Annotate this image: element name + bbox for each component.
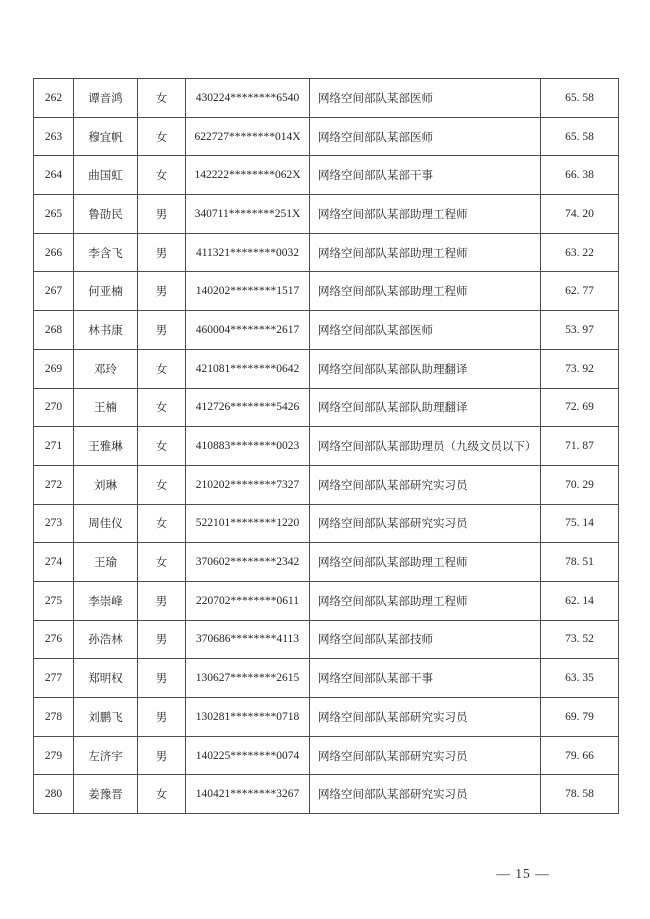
cell-position: 网络空间部队某部研究实习员 xyxy=(310,698,541,737)
cell-name: 何亚楠 xyxy=(74,272,138,311)
cell-position: 网络空间部队某部队助理翻译 xyxy=(310,349,541,388)
cell-score: 75. 14 xyxy=(541,504,619,543)
table-row xyxy=(34,620,619,659)
cell-position: 网络空间部队某部研究实习员 xyxy=(310,775,541,814)
cell-id-number: 421081********0642 xyxy=(186,349,310,388)
cell-id-number: 142222********062X xyxy=(186,156,310,195)
cell-score: 73. 52 xyxy=(541,620,619,659)
cell-row-number: 272 xyxy=(34,465,74,504)
cell-gender: 男 xyxy=(138,659,186,698)
cell-row-number: 276 xyxy=(34,620,74,659)
cell-score: 66. 38 xyxy=(541,156,619,195)
table-row xyxy=(34,79,619,118)
table-row xyxy=(34,388,619,427)
cell-row-number: 274 xyxy=(34,543,74,582)
table-row xyxy=(34,156,619,195)
cell-row-number: 263 xyxy=(34,117,74,156)
cell-name: 曲国虹 xyxy=(74,156,138,195)
cell-name: 王雅琳 xyxy=(74,427,138,466)
table-row xyxy=(34,543,619,582)
cell-id-number: 210202********7327 xyxy=(186,465,310,504)
cell-row-number: 273 xyxy=(34,504,74,543)
cell-gender: 男 xyxy=(138,195,186,234)
cell-gender: 男 xyxy=(138,311,186,350)
cell-score: 65. 58 xyxy=(541,79,619,118)
cell-position: 网络空间部队某部研究实习员 xyxy=(310,504,541,543)
cell-score: 79. 66 xyxy=(541,736,619,775)
table-row xyxy=(34,775,619,814)
cell-score: 65. 58 xyxy=(541,117,619,156)
cell-name: 姜豫晋 xyxy=(74,775,138,814)
cell-score: 78. 51 xyxy=(541,543,619,582)
cell-gender: 女 xyxy=(138,117,186,156)
table-row xyxy=(34,195,619,234)
cell-gender: 男 xyxy=(138,233,186,272)
table-row xyxy=(34,736,619,775)
cell-name: 谭音鸿 xyxy=(74,79,138,118)
cell-name: 王楠 xyxy=(74,388,138,427)
cell-gender: 女 xyxy=(138,349,186,388)
cell-id-number: 430224********6540 xyxy=(186,79,310,118)
cell-name: 林书康 xyxy=(74,311,138,350)
cell-position: 网络空间部队某部干事 xyxy=(310,659,541,698)
results-table xyxy=(33,78,619,814)
cell-id-number: 460004********2617 xyxy=(186,311,310,350)
cell-name: 李崇峰 xyxy=(74,581,138,620)
cell-score: 63. 22 xyxy=(541,233,619,272)
table-row xyxy=(34,698,619,737)
cell-position: 网络空间部队某部研究实习员 xyxy=(310,465,541,504)
cell-id-number: 130281********0718 xyxy=(186,698,310,737)
cell-name: 穆宜帆 xyxy=(74,117,138,156)
cell-gender: 女 xyxy=(138,465,186,504)
cell-gender: 男 xyxy=(138,698,186,737)
cell-name: 孙浩林 xyxy=(74,620,138,659)
cell-id-number: 140421********3267 xyxy=(186,775,310,814)
cell-position: 网络空间部队某部助理工程师 xyxy=(310,543,541,582)
cell-score: 74. 20 xyxy=(541,195,619,234)
cell-score: 78. 58 xyxy=(541,775,619,814)
cell-score: 73. 92 xyxy=(541,349,619,388)
cell-gender: 女 xyxy=(138,156,186,195)
table-row xyxy=(34,659,619,698)
table-row xyxy=(34,349,619,388)
cell-position: 网络空间部队某部助理工程师 xyxy=(310,195,541,234)
cell-id-number: 370686********4113 xyxy=(186,620,310,659)
cell-row-number: 277 xyxy=(34,659,74,698)
cell-position: 网络空间部队某部助理员（九级文员以下） xyxy=(310,427,541,466)
cell-row-number: 271 xyxy=(34,427,74,466)
cell-position: 网络空间部队某部医师 xyxy=(310,117,541,156)
cell-id-number: 370602********2342 xyxy=(186,543,310,582)
cell-id-number: 622727********014X xyxy=(186,117,310,156)
cell-name: 李含飞 xyxy=(74,233,138,272)
cell-position: 网络空间部队某部研究实习员 xyxy=(310,736,541,775)
cell-gender: 女 xyxy=(138,79,186,118)
cell-name: 鲁劭民 xyxy=(74,195,138,234)
cell-score: 71. 87 xyxy=(541,427,619,466)
results-table-body xyxy=(34,79,619,814)
cell-gender: 男 xyxy=(138,736,186,775)
table-row xyxy=(34,117,619,156)
cell-row-number: 267 xyxy=(34,272,74,311)
table-row xyxy=(34,272,619,311)
table-row xyxy=(34,233,619,272)
cell-score: 70. 29 xyxy=(541,465,619,504)
table-row xyxy=(34,581,619,620)
cell-row-number: 268 xyxy=(34,311,74,350)
table-row xyxy=(34,504,619,543)
cell-position: 网络空间部队某部技师 xyxy=(310,620,541,659)
cell-position: 网络空间部队某部助理工程师 xyxy=(310,581,541,620)
cell-score: 72. 69 xyxy=(541,388,619,427)
table-row xyxy=(34,427,619,466)
cell-id-number: 130627********2615 xyxy=(186,659,310,698)
cell-position: 网络空间部队某部医师 xyxy=(310,311,541,350)
cell-id-number: 220702********0611 xyxy=(186,581,310,620)
cell-row-number: 265 xyxy=(34,195,74,234)
table-row xyxy=(34,311,619,350)
cell-id-number: 522101********1220 xyxy=(186,504,310,543)
cell-score: 62. 14 xyxy=(541,581,619,620)
cell-row-number: 270 xyxy=(34,388,74,427)
cell-row-number: 279 xyxy=(34,736,74,775)
cell-gender: 女 xyxy=(138,427,186,466)
cell-row-number: 278 xyxy=(34,698,74,737)
cell-gender: 男 xyxy=(138,581,186,620)
cell-gender: 女 xyxy=(138,775,186,814)
cell-row-number: 269 xyxy=(34,349,74,388)
cell-gender: 女 xyxy=(138,543,186,582)
cell-row-number: 266 xyxy=(34,233,74,272)
cell-name: 周佳仪 xyxy=(74,504,138,543)
cell-position: 网络空间部队某部助理工程师 xyxy=(310,272,541,311)
cell-name: 邓玲 xyxy=(74,349,138,388)
cell-name: 刘鹏飞 xyxy=(74,698,138,737)
cell-id-number: 140225********0074 xyxy=(186,736,310,775)
page-number: — 15 — xyxy=(496,866,550,881)
cell-position: 网络空间部队某部助理工程师 xyxy=(310,233,541,272)
cell-name: 刘琳 xyxy=(74,465,138,504)
cell-row-number: 275 xyxy=(34,581,74,620)
cell-score: 62. 77 xyxy=(541,272,619,311)
cell-score: 69. 79 xyxy=(541,698,619,737)
table-row xyxy=(34,465,619,504)
cell-id-number: 412726********5426 xyxy=(186,388,310,427)
cell-id-number: 140202********1517 xyxy=(186,272,310,311)
cell-row-number: 262 xyxy=(34,79,74,118)
cell-score: 63. 35 xyxy=(541,659,619,698)
cell-gender: 女 xyxy=(138,388,186,427)
cell-gender: 男 xyxy=(138,272,186,311)
cell-id-number: 340711********251X xyxy=(186,195,310,234)
cell-gender: 男 xyxy=(138,620,186,659)
cell-row-number: 280 xyxy=(34,775,74,814)
cell-row-number: 264 xyxy=(34,156,74,195)
cell-gender: 女 xyxy=(138,504,186,543)
cell-id-number: 410883********0023 xyxy=(186,427,310,466)
cell-position: 网络空间部队某部医师 xyxy=(310,79,541,118)
cell-score: 53. 97 xyxy=(541,311,619,350)
cell-position: 网络空间部队某部队助理翻译 xyxy=(310,388,541,427)
cell-name: 王瑜 xyxy=(74,543,138,582)
cell-position: 网络空间部队某部干事 xyxy=(310,156,541,195)
cell-name: 左济宇 xyxy=(74,736,138,775)
cell-id-number: 411321********0032 xyxy=(186,233,310,272)
cell-name: 郑明权 xyxy=(74,659,138,698)
